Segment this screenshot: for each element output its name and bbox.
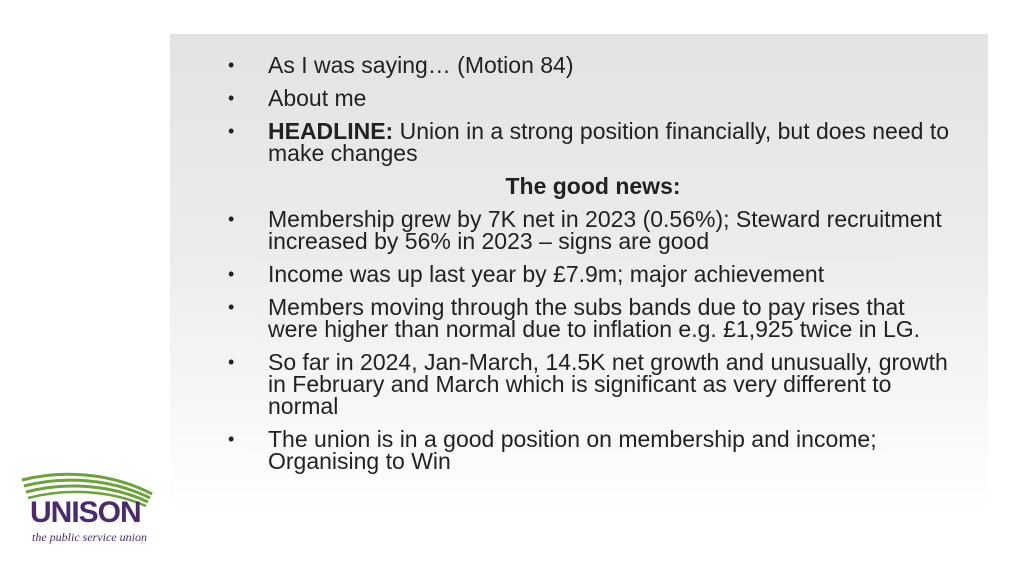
- bullet-text: Membership grew by 7K net in 2023 (0.56%); Steward recruitment increased by 56% in 2023 – signs are good: [268, 206, 942, 254]
- bullet-item: [228, 351, 958, 417]
- bullet-text: As I was saying… (Motion 84): [268, 52, 574, 78]
- bullet-item: [228, 263, 958, 285]
- bullet-item: [228, 428, 958, 472]
- bullet-item: [228, 296, 958, 340]
- bullet-icon: •: [228, 352, 235, 372]
- bullet-text: The union is in a good position on membership and income; Organising to Win: [268, 426, 877, 474]
- unison-logo: [20, 468, 170, 548]
- bullet-icon: •: [228, 209, 235, 229]
- bullet-text: So far in 2024, Jan-March, 14.5K net growth and unusually, growth in February and March which is significant as very different to normal: [268, 349, 948, 419]
- logo-wordmark: UNISON: [30, 496, 141, 529]
- bullet-icon: •: [228, 55, 235, 75]
- bullet-icon: •: [228, 88, 235, 108]
- bullet-text: Union in a strong position financially, but does need to make changes: [268, 118, 949, 166]
- bullet-item: [228, 208, 958, 252]
- bullet-icon: •: [228, 297, 235, 317]
- bullet-text: About me: [268, 85, 367, 111]
- bullet-text: Members moving through the subs bands due to pay rises that were higher than normal due to inflation e.g. £1,925 twice in LG.: [268, 294, 921, 342]
- logo-tagline: the public service union: [32, 530, 147, 544]
- headline-label: HEADLINE:: [268, 118, 394, 144]
- bullet-list: [228, 54, 958, 483]
- bullet-item: [228, 120, 958, 164]
- bullet-item: [228, 54, 958, 76]
- bullet-icon: •: [228, 121, 235, 141]
- bullet-item: [228, 87, 958, 109]
- bullet-icon: •: [228, 429, 235, 449]
- bullet-text: Income was up last year by £7.9m; major achievement: [268, 261, 825, 287]
- bullet-icon: •: [228, 264, 235, 284]
- good-news-heading: The good news:: [505, 173, 681, 199]
